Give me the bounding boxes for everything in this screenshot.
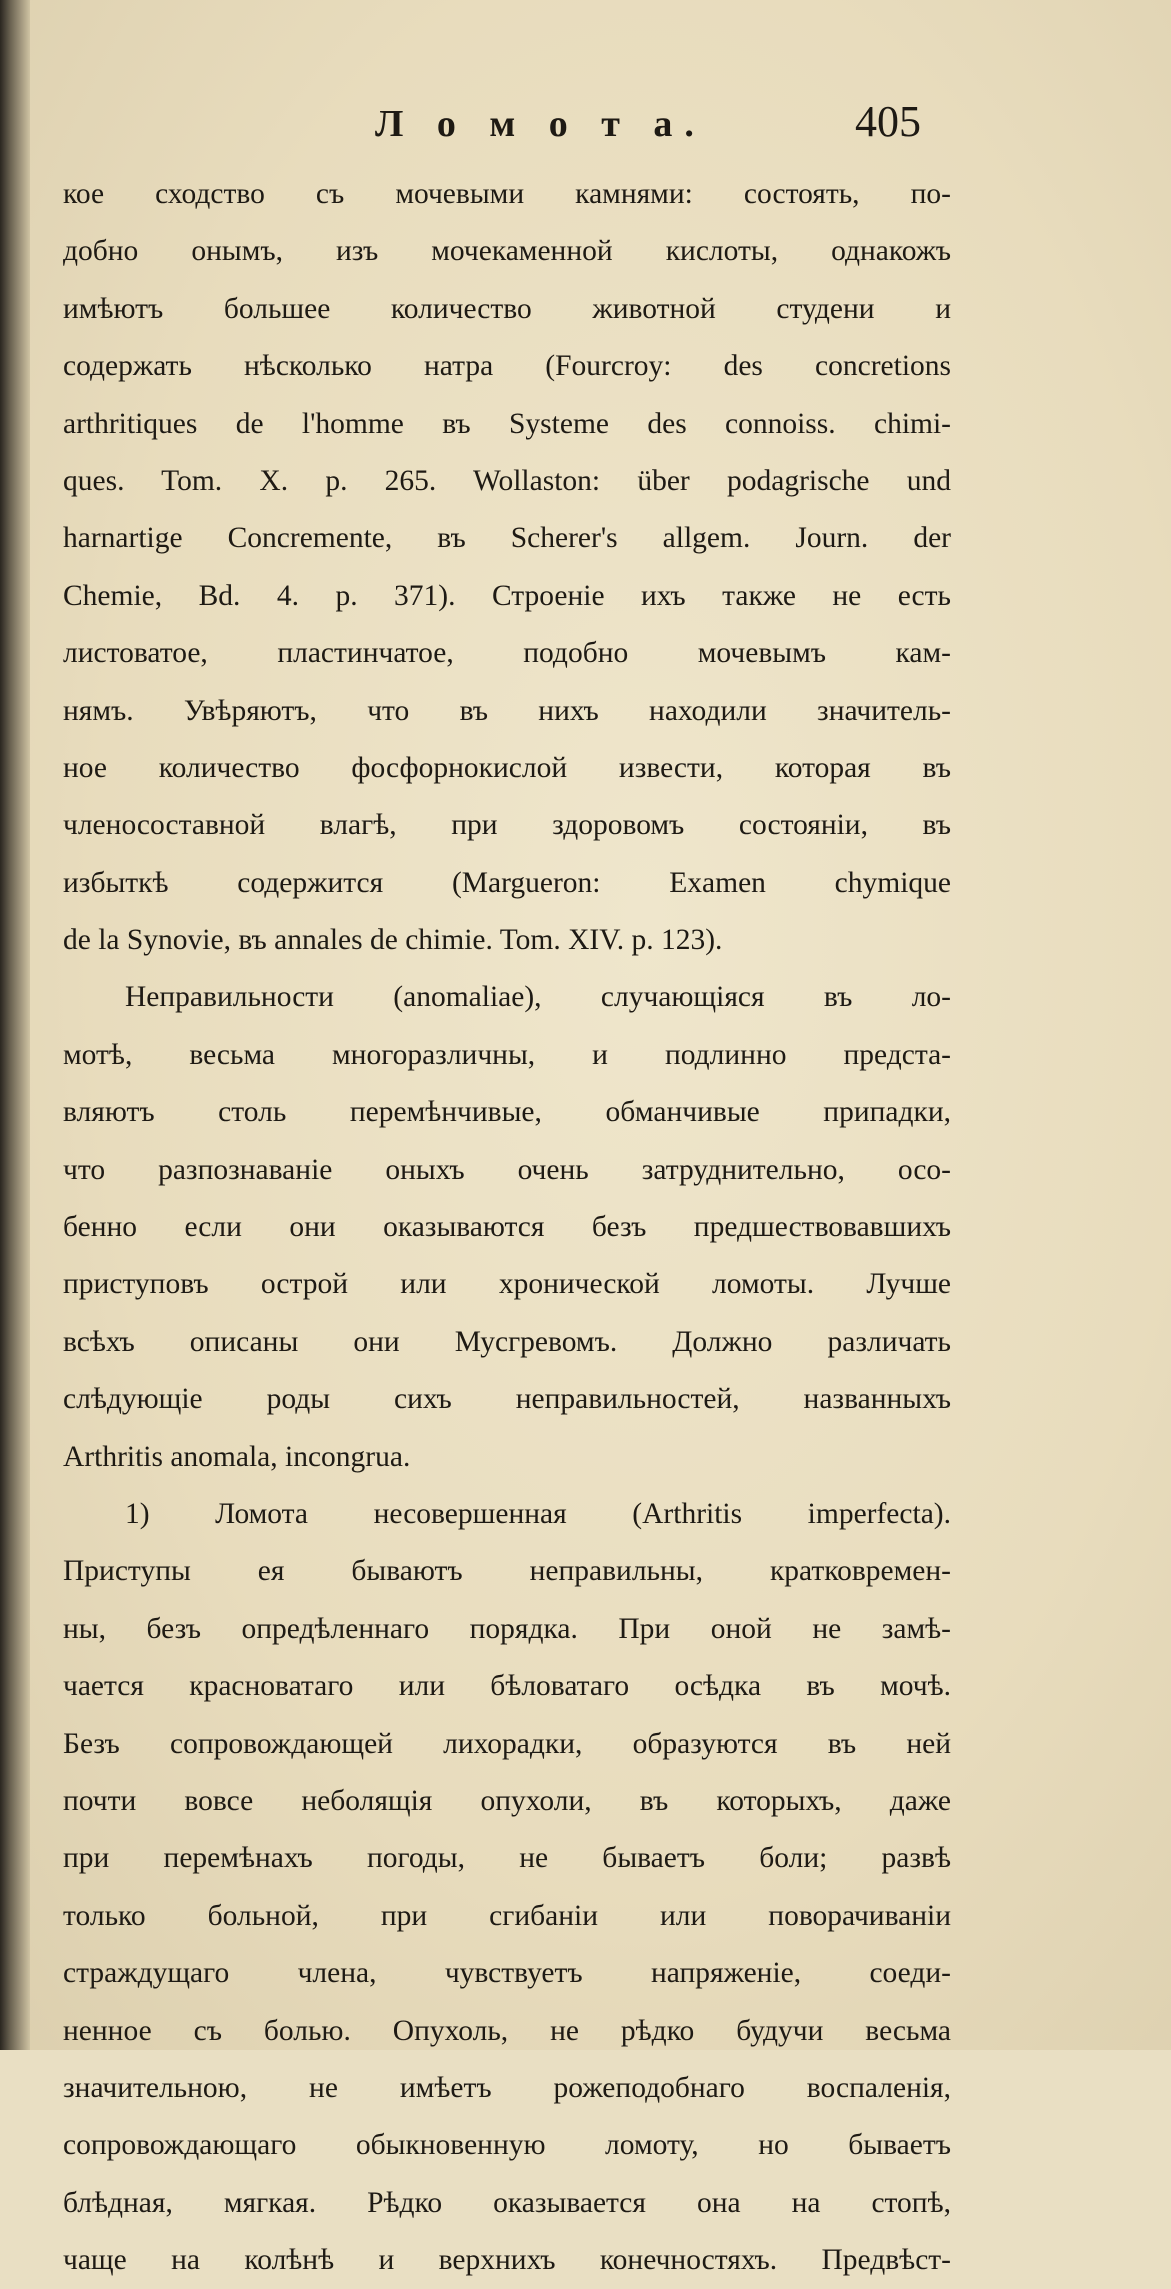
text-line: ненное съ болью. Опухоль, не рѣдко будучи весьма bbox=[63, 2014, 951, 2047]
text-line: слѣдующіе роды сихъ неправильностей, названныхъ bbox=[63, 1383, 951, 1416]
text-line: harnartige Concremente, въ Scherer's allgem. Journ. der bbox=[63, 522, 951, 555]
text-line: всѣхъ описаны они Мусгревомъ. Должно различать bbox=[63, 1325, 951, 1358]
text-line: Chemie, Bd. 4. p. 371). Строеніе ихъ также не есть bbox=[63, 579, 951, 612]
text-line: избыткѣ содержится (Margueron: Examen chymique bbox=[63, 866, 951, 899]
text-line: при перемѣнахъ погоды, не бываетъ боли; развѣ bbox=[63, 1842, 951, 1875]
text-line: только больной, при сгибаніи или поворачиваніи bbox=[63, 1899, 951, 1932]
text-line: кое сходство съ мочевыми камнями: состоять, по- bbox=[63, 178, 951, 210]
text-line: чается красноватаго или бѣловатаго осѣдка въ мочѣ. bbox=[63, 1670, 951, 1703]
text-line: ques. Tom. X. p. 265. Wollaston: über podagrische und bbox=[63, 464, 951, 497]
text-line: вляютъ столь перемѣнчивые, обманчивые припадки, bbox=[63, 1096, 951, 1129]
text-line: мотѣ, весьма многоразличны, и подлинно предста- bbox=[63, 1038, 951, 1071]
page-number: 405 bbox=[855, 97, 921, 146]
text-line: значительною, не имѣетъ рожеподобнаго воспаленія, bbox=[63, 2071, 951, 2104]
text-line: содержать нѣсколько натра (Fourcroy: des concretions bbox=[63, 350, 951, 383]
page-gutter-shadow bbox=[0, 0, 30, 2050]
text-line: ное количество фосфорнокислой извести, которая въ bbox=[63, 751, 951, 784]
text-line: почти вовсе неболящія опухоли, въ которыхъ, даже bbox=[63, 1784, 951, 1817]
text-line: листоватое, пластинчатое, подобно мочевымъ кам- bbox=[63, 637, 951, 670]
text-line: чаще на колѣнѣ и верхнихъ конечностяхъ. Предвѣст- bbox=[63, 2244, 951, 2277]
paragraph-start-line: 1) Ломота несовершенная (Arthritis imperfecta). bbox=[125, 1497, 951, 1530]
text-line: страждущаго члена, чувствуетъ напряженіе, соеди- bbox=[63, 1957, 951, 1990]
running-title: Л о м о т а. bbox=[375, 103, 706, 145]
text-line: Безъ сопровождающей лихорадки, образуются въ ней bbox=[63, 1727, 951, 1760]
text-line: Приступы ея бываютъ неправильны, кратковремен- bbox=[63, 1555, 951, 1588]
text-line: блѣдная, мягкая. Рѣдко оказывается она на стопѣ, bbox=[63, 2186, 951, 2219]
text-line: что разпознаваніе оныхъ очень затруднительно, осо- bbox=[63, 1153, 951, 1186]
page-header bbox=[0, 96, 1171, 166]
paragraph-start-line: Неправильности (anomaliae), случающіяся въ ло- bbox=[125, 981, 951, 1014]
text-line: сопровождающаго обыкновенную ломоту, но бываетъ bbox=[63, 2129, 951, 2162]
text-line: членосоставной влагѣ, при здоровомъ состояніи, въ bbox=[63, 809, 951, 842]
text-line: бенно если они оказываются безъ предшествовавшихъ bbox=[63, 1211, 951, 1244]
text-line: имѣютъ большее количество животной студени и bbox=[63, 292, 951, 325]
text-line: приступовъ острой или хронической ломоты. Лучше bbox=[63, 1268, 951, 1301]
text-line: добно онымъ, изъ мочекаменной кислоты, однакожъ bbox=[63, 235, 951, 268]
text-line: de la Synovie, въ annales de chimie. Tom. XIV. p. 123). bbox=[63, 924, 723, 957]
text-line: нямъ. Увѣряютъ, что въ нихъ находили значитель- bbox=[63, 694, 951, 727]
text-line: ны, безъ опредѣленнаго порядка. При оной не замѣ- bbox=[63, 1612, 951, 1645]
text-line: Arthritis anomala, incongrua. bbox=[63, 1440, 411, 1473]
text-line: arthritiques de l'homme въ Systeme des connoiss. chimi- bbox=[63, 407, 951, 440]
body-text bbox=[63, 166, 951, 2289]
